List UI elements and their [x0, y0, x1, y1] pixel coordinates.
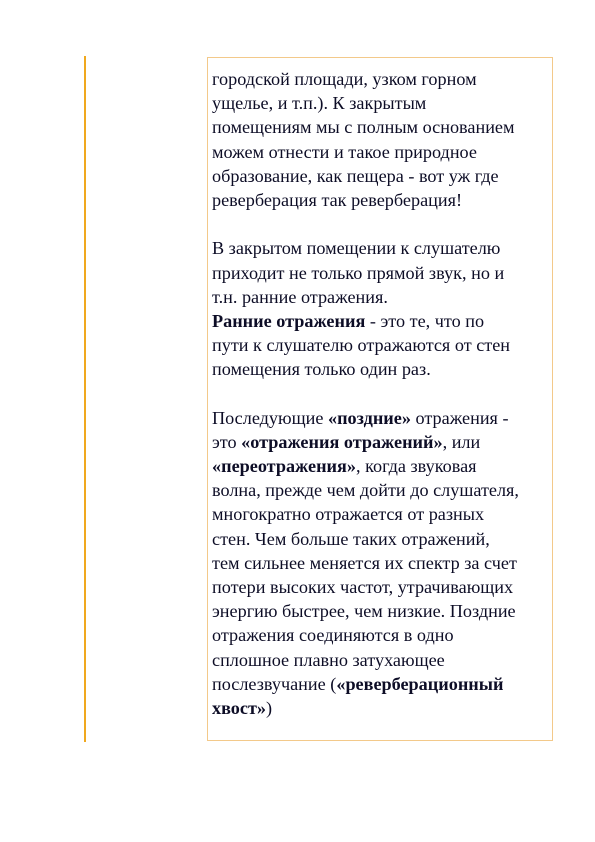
text-run: это: [212, 431, 242, 452]
text-line: [212, 430, 552, 454]
term-re-reflections: «переотражения»: [212, 456, 356, 476]
paragraph-gap: [212, 212, 552, 236]
term-late: «поздние»: [327, 407, 411, 428]
text-line: пути к слушателю отражаются от стен: [212, 335, 511, 356]
text-run: , когда звуковая: [355, 456, 477, 476]
term-reflections-of-reflections: «отражения отражений»: [241, 431, 443, 452]
text-line: волна, прежде чем дойти до слушателя,: [212, 480, 519, 501]
text-run: ): [266, 697, 273, 718]
text-line: сплошное плавно затухающее: [212, 649, 445, 670]
text-run: послезвучание (: [212, 673, 337, 694]
text-line: отражения соединяются в одно: [212, 625, 454, 646]
text-line: [212, 672, 552, 696]
paragraph-2: [212, 236, 552, 309]
text-line: городской площади, узком горном: [212, 69, 477, 89]
text-line: помещениям мы с полным основанием: [212, 117, 515, 138]
text-run: отражения -: [410, 407, 509, 428]
margin-rule: [84, 56, 86, 742]
term-reverb-tail-end: хвост»: [212, 697, 266, 718]
text-line: помещения только один раз.: [212, 359, 431, 380]
term-early-reflections: Ранние отражения: [212, 310, 366, 331]
text-line: многократно отражается от разных: [212, 504, 485, 525]
text-run: , или: [442, 431, 481, 452]
text-line: [212, 406, 552, 430]
paragraph-gap: [212, 381, 552, 405]
term-reverb-tail: «реверберационный: [336, 673, 504, 694]
text-run: Последующие: [212, 407, 328, 428]
text-line: [212, 696, 552, 720]
text-line: реверберация так реверберация!: [212, 189, 463, 210]
text-line: т.н. ранние отражения.: [212, 286, 388, 307]
paragraph-4: [212, 406, 552, 720]
text-run: - это те, что по: [365, 310, 485, 331]
text-line: стен. Чем больше таких отражений,: [212, 528, 490, 549]
text-frame: [207, 57, 553, 741]
paragraph-3: [212, 309, 552, 382]
text-line: [212, 454, 552, 478]
text-line: потери высоких частот, утрачивающих: [212, 576, 514, 597]
text-line: [212, 309, 552, 333]
text-line: образование, как пещера - вот уж где: [212, 165, 499, 186]
text-line: энергию быстрее, чем низкие. Поздние: [212, 601, 516, 622]
text-line: можем отнести и такое природное: [212, 141, 477, 162]
text-line: В закрытом помещении к слушателю: [212, 238, 501, 259]
text-line: тем сильнее меняется их спектр за счет: [212, 552, 517, 573]
text-body: [212, 67, 552, 720]
text-line: приходит не только прямой звук, но и: [212, 262, 505, 283]
paragraph-1: [212, 67, 552, 212]
text-line: ущелье, и т.п.). К закрытым: [212, 93, 427, 114]
